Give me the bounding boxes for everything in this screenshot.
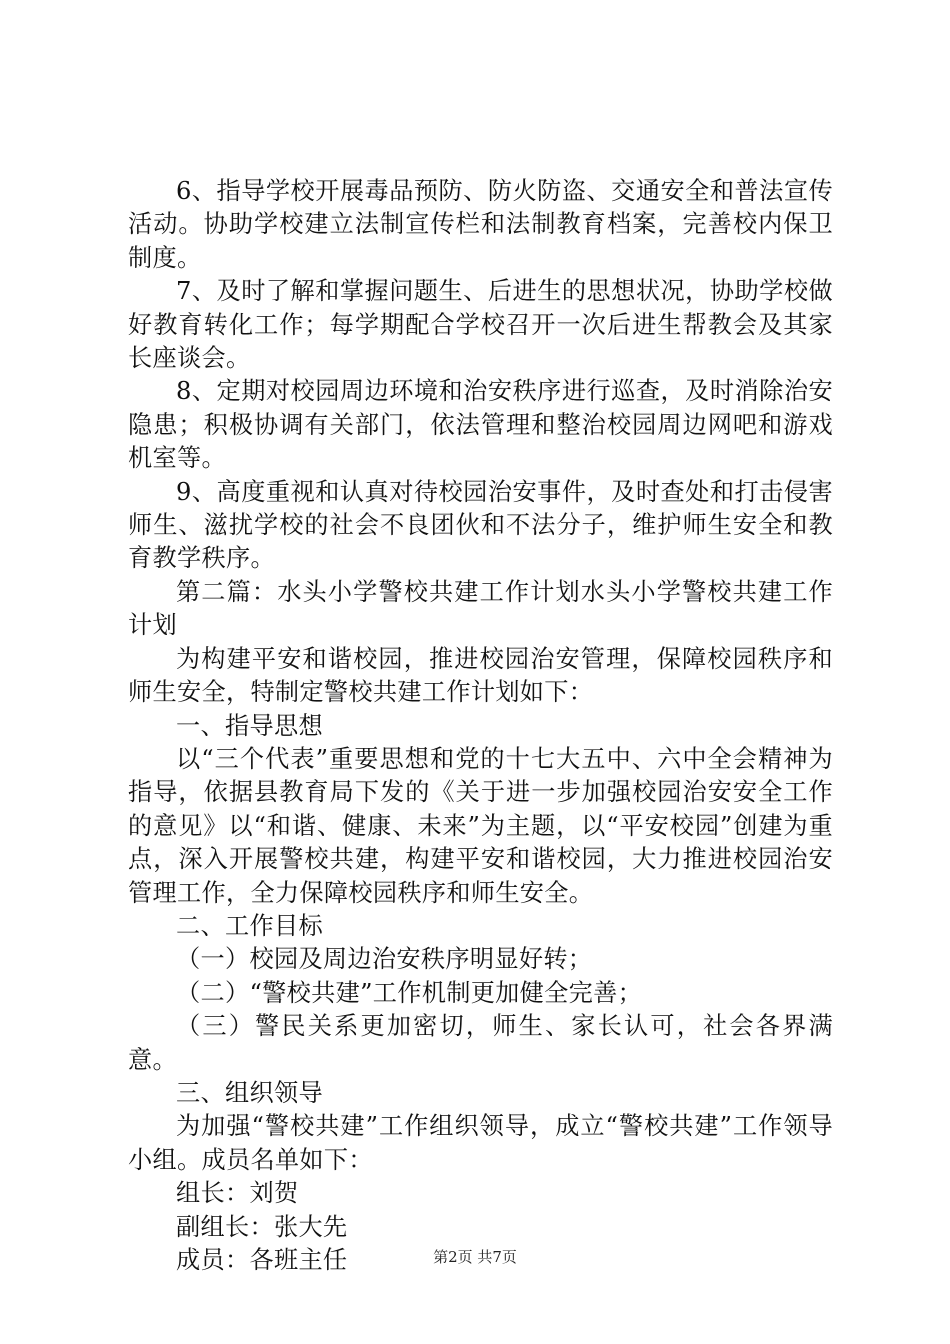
members-line: 成员：各班主任: [176, 1246, 348, 1274]
goal-item-3: （三）警民关系更加密切，师生、家长认可，社会各界满意。: [128, 1012, 833, 1074]
paragraph-item-9: 9、高度重视和认真对待校园治安事件，及时查处和打击侵害师生、滋扰学校的社会不良团伙和不法分子，维护师生安全和教育教学秩序。: [128, 477, 833, 573]
guiding-ideology-paragraph: 以“三个代表”重要思想和党的十七大五中、六中全会精神为指导，依据县教育局下发的《关于进一步加强校园治安安全工作的意见》以“和谐、健康、未来”为主题，以“平安校园”创建为重点，深入开展警校共建，构建平安和谐校园，大力推进校园治安管理工作，全力保障校园秩序和师生安全。: [128, 744, 833, 907]
paragraph-item-8: 8、定期对校园周边环境和治安秩序进行巡查，及时消除治安隐患；积极协调有关部门，依法管理和整治校园周边网吧和游戏机室等。: [128, 377, 833, 473]
organization-paragraph: 为加强“警校共建”工作组织领导，成立“警校共建”工作领导小组。成员名单如下：: [128, 1112, 833, 1174]
deputy-leader-line: 副组长：张大先: [176, 1212, 348, 1241]
heading-guiding-ideology: 一、指导思想: [176, 711, 323, 740]
heading-work-goals: 二、工作目标: [176, 911, 323, 940]
goal-item-2: （二）“警校共建”工作机制更加健全完善；: [176, 978, 643, 1007]
section-title-part-two: 第二篇：水头小学警校共建工作计划水头小学警校共建工作计划: [128, 577, 833, 640]
paragraph-item-6: 6、指导学校开展毒品预防、防火防盗、交通安全和普法宣传活动。协助学校建立法制宣传栏和法制教育档案，完善校内保卫制度。: [128, 177, 833, 272]
page-number-footer: 第2页 共7页: [433, 1248, 517, 1266]
heading-organization: 三、组织领导: [176, 1078, 323, 1107]
intro-paragraph: 为构建平安和谐校园，推进校园治安管理，保障校园秩序和师生安全，特制定警校共建工作计划如下：: [128, 644, 833, 707]
goal-item-1: （一）校园及周边治安秩序明显好转；: [176, 945, 593, 974]
paragraph-item-7: 7、及时了解和掌握问题生、后进生的思想状况，协助学校做好教育转化工作；每学期配合学校召开一次后进生帮教会及其家长座谈会。: [128, 277, 833, 373]
leader-line: 组长：刘贺: [176, 1179, 299, 1208]
document-body: [128, 175, 833, 1277]
